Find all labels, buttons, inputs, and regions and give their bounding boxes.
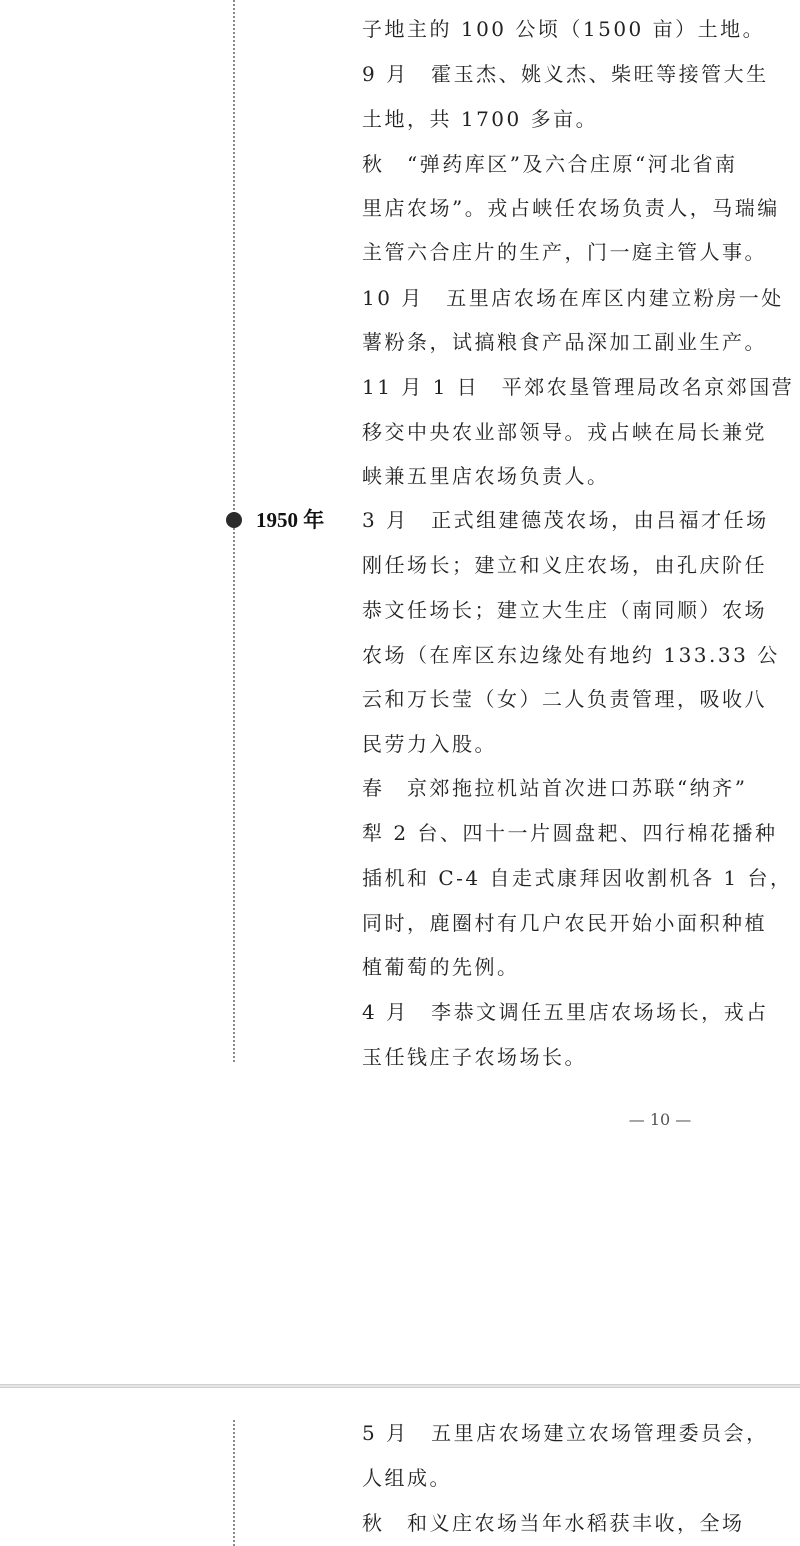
body-text-line: 5 月 五里店农场建立农场管理委员会， [362,1421,769,1445]
body-text-line: 春 京郊拖拉机站首次进口苏联“纳齐” [362,776,748,800]
body-text-line: 民劳力入股。 [362,732,497,756]
body-text-line: 主管六合庄片的生产，门一庭主管人事。 [362,240,767,264]
body-text-line: 移交中央农业部领导。戎占峡在局长兼党 [362,420,767,444]
body-text-line: 恭文任场长；建立大生庄（南同顺）农场 [362,598,767,622]
body-text-line: 人组成。 [362,1466,452,1490]
body-text-line: 里店农场”。戎占峡任农场负责人，马瑞编 [362,196,780,220]
body-text-line: 11 月 1 日 平郊农垦管理局改名京郊国营 [362,375,795,399]
body-text-line: 植葡萄的先例。 [362,955,520,979]
body-text-line: 4 月 李恭文调任五里店农场场长，戎占 [362,1000,769,1024]
body-text-line: 农场（在库区东边缘处有地约 133.33 公 [362,643,780,667]
timeline-dotted-line [233,0,235,1062]
body-text-line: 刚任场长；建立和义庄农场，由孔庆阶任 [362,553,767,577]
body-text-line: 云和万长莹（女）二人负责管理，吸收八 [362,687,767,711]
body-text-line: 犁 2 台、四十一片圆盘耙、四行棉花播种 [362,821,778,845]
body-text-line: 9 月 霍玉杰、姚义杰、柴旺等接管大生 [362,62,769,86]
body-text-line: 10 月 五里店农场在库区内建立粉房一处 [362,286,784,310]
body-text-line: 同时，鹿圈村有几户农民开始小面积种植 [362,911,767,935]
body-text-line: 土地，共 1700 多亩。 [362,107,599,131]
body-text-line: 3 月 正式组建德茂农场，由吕福才任场 [362,508,769,532]
body-text-line: 秋 “弹药库区”及六合庄原“河北省南 [362,152,738,176]
timeline-dotted-line [233,1420,235,1546]
timeline-bullet-dot [226,512,242,528]
year-heading: 1950 年 [256,508,325,532]
body-text-line: 子地主的 100 公顷（1500 亩）土地。 [362,17,766,41]
body-text-line: 玉任钱庄子农场场长。 [362,1045,587,1069]
page-number: — 10 — [628,1110,692,1129]
document-page-bottom [0,1388,800,1546]
body-text-line: 插机和 C-4 自走式康拜因收割机各 1 台， [362,866,793,890]
body-text-line: 薯粉条，试搞粮食产品深加工副业生产。 [362,330,767,354]
body-text-line: 秋 和义庄农场当年水稻获丰收，全场 [362,1511,745,1535]
body-text-line: 峡兼五里店农场负责人。 [362,464,610,488]
